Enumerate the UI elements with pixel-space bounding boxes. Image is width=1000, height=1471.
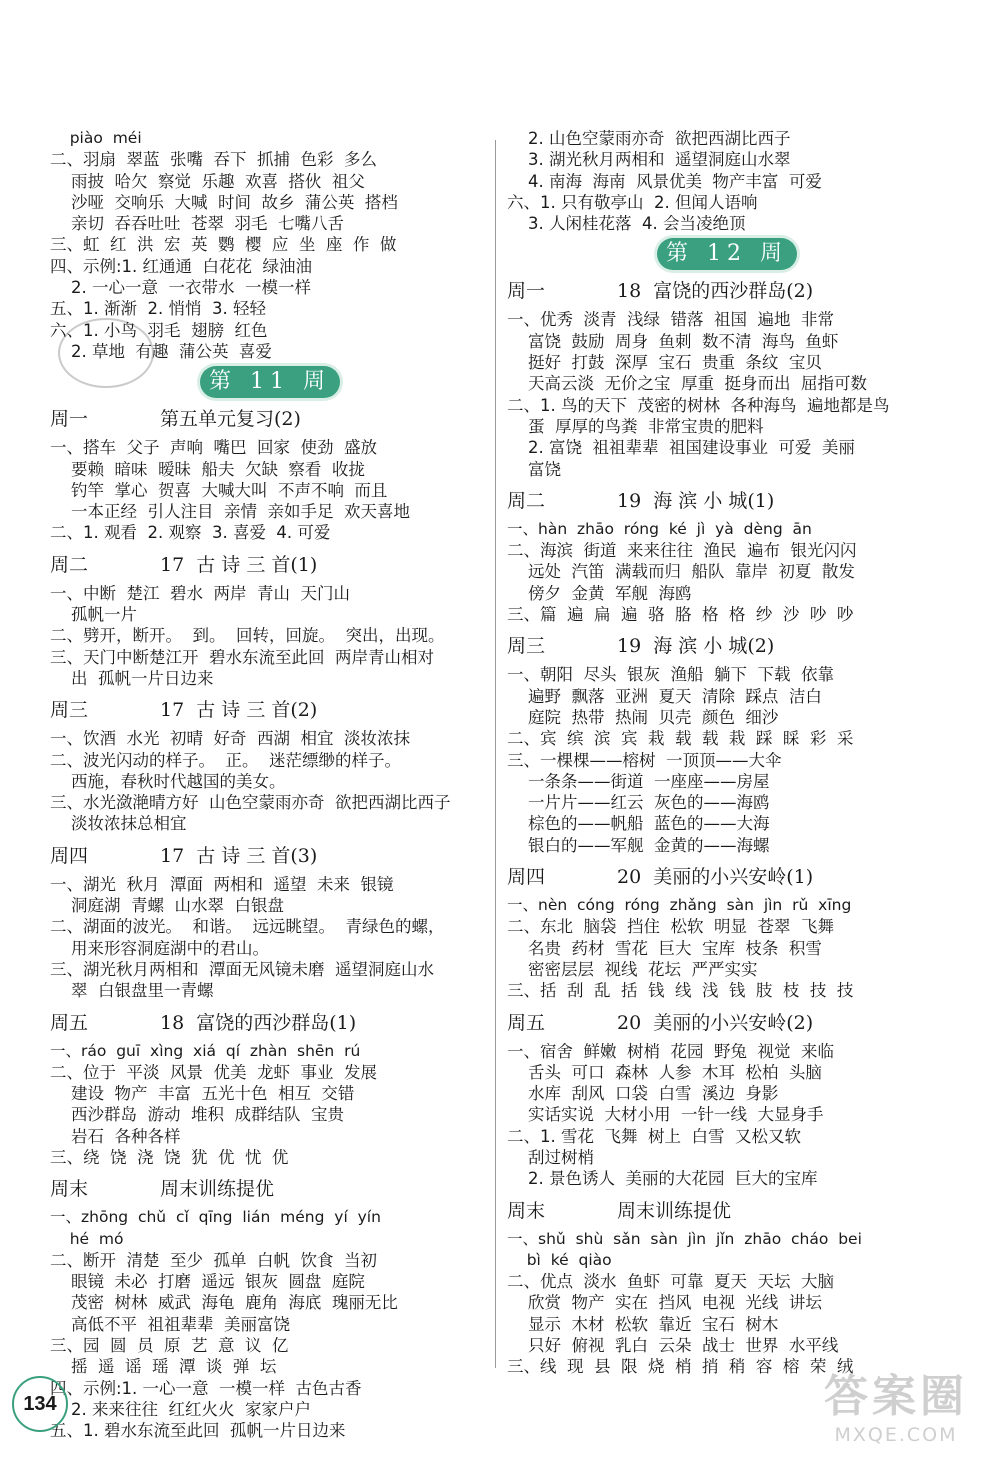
answer-line: 名贵 药材 雪花 巨大 宝库 枝条 积雪 <box>507 938 822 958</box>
section-header <box>50 552 490 578</box>
section-day: 周四 <box>507 866 546 889</box>
answer-line: 用来形容洞庭湖中的君山。 <box>50 938 269 958</box>
answer-line: 西沙群岛 游动 堆积 成群结队 宝贵 <box>50 1105 344 1125</box>
pinyin-line: 一、ráo guī xìng xiá qí zhàn shēn rú <box>50 1041 361 1060</box>
answer-line: 2. 山色空蒙雨亦奇 欲把西湖比西子 <box>507 129 791 148</box>
week-banner: 第 11 周 <box>200 366 340 398</box>
section-title: 20 美丽的小兴安岭(2) <box>617 1011 814 1034</box>
section-header <box>507 633 947 659</box>
section-day: 周末 <box>50 1178 89 1201</box>
answer-line: 六、1. 小鸟 羽毛 翅膀 红色 <box>50 320 268 340</box>
logo-url: MXQE.COM <box>834 1424 958 1446</box>
answer-line: 密密层层 视线 花坛 严严实实 <box>507 959 758 979</box>
section-header <box>50 1176 490 1202</box>
pinyin-line: 一、shǔ shù sǎn sàn jìn jǐn zhāo cháo bei <box>507 1229 862 1248</box>
answer-line: 挺好 打鼓 深厚 宝石 贵重 条纹 宝贝 <box>507 353 822 373</box>
answer-line: 一片片——红云 灰色的——海鸥 <box>507 793 770 813</box>
answer-line: 舌头 可口 森林 人参 木耳 松柏 头脑 <box>507 1062 822 1082</box>
answer-line: 二、位于 平淡 风景 优美 龙虾 事业 发展 <box>50 1062 377 1082</box>
answer-line: 蛋 厚厚的鸟粪 非常宝贵的肥料 <box>507 416 764 436</box>
section-title: 18 富饶的西沙群岛(1) <box>160 1011 357 1034</box>
answer-line: 一、搭车 父子 声响 嘴巴 回家 使劲 盛放 <box>50 438 377 458</box>
answer-line: 翠 白银盘里一青螺 <box>50 981 214 1001</box>
watermark-logo <box>808 1370 984 1464</box>
answer-line: 银白的——军舰 金黄的——海螺 <box>507 835 770 855</box>
answer-line: 二、1. 鸟的天下 茂密的树林 各种海鸟 遍地都是鸟 <box>507 395 890 415</box>
answer-line: 富饶 <box>507 459 561 479</box>
answer-line: 五、1. 碧水东流至此回 孤帆一片日边来 <box>50 1421 346 1441</box>
answer-line: 3. 人闲桂花落 4. 会当凌绝顶 <box>507 214 746 234</box>
answer-line: 三、天门中断楚江开 碧水东流至此回 两岸青山相对 <box>50 647 434 667</box>
answer-line: 4. 南海 海南 风景优美 物产丰富 可爱 <box>507 171 822 191</box>
answer-line: 一、宿舍 鲜嫩 树梢 花园 野兔 视觉 来临 <box>507 1041 834 1061</box>
answer-line: 亲切 吞吞吐吐 苍翠 羽毛 七嘴八舌 <box>50 214 344 234</box>
week-banner: 第 12 周 <box>657 238 797 270</box>
column-divider <box>495 140 496 1368</box>
answer-line: 2. 草地 有趣 蒲公英 喜爱 <box>50 341 272 361</box>
answer-line: 显示 木材 松软 靠近 宝石 树木 <box>507 1314 779 1334</box>
answer-line: 二、优点 淡水 鱼虾 可靠 夏天 天坛 大脑 <box>507 1272 834 1292</box>
answer-line: 三、园 圆 员 原 艺 意 议 亿 <box>50 1336 289 1356</box>
answer-line: 二、劈开，断开。 到。 回转，回旋。 突出，出现。 <box>50 626 445 646</box>
section-header <box>50 1010 490 1036</box>
answer-line: 四、示例:1. 一心一意 一模一样 古色古香 <box>50 1378 362 1398</box>
section-header <box>507 1198 947 1224</box>
answer-line: 2. 景色诱人 美丽的大花园 巨大的宝库 <box>507 1169 818 1189</box>
section-header <box>507 278 947 304</box>
answer-line: 眼镜 未必 打磨 遥远 银灰 圆盘 庭院 <box>50 1272 365 1292</box>
answer-line: 2. 来来往往 红红火火 家家户户 <box>50 1399 311 1419</box>
answer-line: 一、中断 楚江 碧水 两岸 青山 天门山 <box>50 583 350 603</box>
pinyin-line: hé mó <box>50 1229 124 1248</box>
section-title: 17 古 诗 三 首(1) <box>160 553 318 576</box>
section-day: 周末 <box>507 1199 546 1222</box>
pinyin-line: 一、zhōng chǔ cǐ qīng lián méng yí yín <box>50 1208 381 1227</box>
answer-line: 3. 湖光秋月两相和 遥望洞庭山水翠 <box>507 150 791 170</box>
answer-line: 二、波光闪动的样子。 正。 迷茫缥缈的样子。 <box>50 750 401 770</box>
answer-line: 二、断开 清楚 至少 孤单 白帆 饮食 当初 <box>50 1250 377 1270</box>
answer-line: 一、优秀 淡青 浅绿 错落 祖国 遍地 非常 <box>507 310 834 330</box>
answer-line: 一、朝阳 尽头 银灰 渔船 躺下 下载 依靠 <box>507 665 834 685</box>
answer-line: 孤帆一片 <box>50 605 137 625</box>
answer-line: 建设 物产 丰富 五光十色 相互 交错 <box>50 1084 355 1104</box>
left-column <box>50 128 490 1442</box>
answer-line: 一条条——街道 一座座——房屋 <box>507 771 770 791</box>
answer-line: 三、虹 红 洪 宏 英 鹦 樱 应 坐 座 作 做 <box>50 235 397 255</box>
logo-text: 答案圈 <box>824 1371 968 1422</box>
section-title: 18 富饶的西沙群岛(2) <box>617 280 814 303</box>
answer-line: 2. 富饶 祖祖辈辈 祖国建设事业 可爱 美丽 <box>507 438 855 458</box>
answer-line: 遍野 飘落 亚洲 夏天 清除 踩点 洁白 <box>507 686 822 706</box>
answer-line: 一、饮酒 水光 初晴 好奇 西湖 相宜 淡妆浓抹 <box>50 729 410 749</box>
answer-line: 四、示例:1. 红通通 白花花 绿油油 <box>50 256 313 276</box>
section-header <box>507 864 947 890</box>
pinyin-line: 一、nèn cóng róng zhǎng sàn jìn rǔ xīng <box>507 896 852 915</box>
answer-line: 雨披 哈欠 察觉 乐趣 欢喜 搭伙 祖父 <box>50 171 365 191</box>
answer-line: 欣赏 物产 实在 挡风 电视 光线 讲坛 <box>507 1293 822 1313</box>
answer-line: 岩石 各种各样 <box>50 1126 181 1146</box>
section-day: 周一 <box>507 280 546 303</box>
pinyin-line: 一、hàn zhāo róng ké jì yà dèng ān <box>507 519 812 538</box>
section-day: 周四 <box>50 844 89 867</box>
section-title: 周末训练提优 <box>160 1178 275 1201</box>
answer-line: 高低不平 祖祖辈辈 美丽富饶 <box>50 1314 290 1334</box>
answer-line: 钓竿 掌心 贺喜 大喊大叫 不声不响 而且 <box>50 480 388 500</box>
section-day: 周二 <box>50 553 89 576</box>
answer-line: 要赖 暗味 暧昧 船夫 欠缺 察看 收拢 <box>50 459 365 479</box>
answer-line: 茂密 树林 威武 海龟 鹿角 海底 瑰丽无比 <box>50 1293 398 1313</box>
answer-line: 沙哑 交响乐 大喊 时间 故乡 蒲公英 搭档 <box>50 192 398 212</box>
section-day: 周二 <box>507 489 546 512</box>
answer-line: 远处 汽笛 满载而归 船队 靠岸 初夏 散发 <box>507 562 855 582</box>
section-day: 周一 <box>50 408 89 431</box>
answer-line: 二、东北 脑袋 挡住 松软 明显 苍翠 飞舞 <box>507 917 834 937</box>
answer-line: 二、海滨 街道 来来往往 渔民 遍布 银光闪闪 <box>507 541 857 561</box>
answer-line: 刮过树梢 <box>507 1147 594 1167</box>
section-title: 17 古 诗 三 首(2) <box>160 699 318 722</box>
section-title: 周末训练提优 <box>617 1199 732 1222</box>
answer-line: 一本正经 引人注目 亲情 亲如手足 欢天喜地 <box>50 502 410 522</box>
answer-line: 棕色的——帆船 蓝色的——大海 <box>507 814 770 834</box>
pinyin-line: bì ké qiào <box>507 1250 612 1269</box>
section-header <box>50 406 490 432</box>
section-header <box>50 697 490 723</box>
section-header <box>507 488 947 514</box>
section-header <box>507 1010 947 1036</box>
right-column <box>507 128 947 1378</box>
answer-line: 二、羽扇 翠蓝 张嘴 吞下 抓捕 色彩 多么 <box>50 150 377 170</box>
answer-line: 一、湖光 秋月 潭面 两相和 遥望 未来 银镜 <box>50 874 394 894</box>
pinyin-line: piào méi <box>50 129 142 147</box>
section-title: 20 美丽的小兴安岭(1) <box>617 866 814 889</box>
section-title: 19 海 滨 小 城(1) <box>617 489 775 512</box>
section-title: 19 海 滨 小 城(2) <box>617 635 775 658</box>
section-day: 周五 <box>50 1011 89 1034</box>
section-day: 周三 <box>50 699 89 722</box>
answer-line: 三、括 刮 乱 括 钱 线 浅 钱 肢 枝 技 技 <box>507 981 854 1001</box>
answer-line: 只好 俯视 乳白 云朵 战士 世界 水平线 <box>507 1336 839 1356</box>
section-header <box>50 843 490 869</box>
answer-line: 三、绕 饶 浇 饶 犹 优 忧 优 <box>50 1147 289 1167</box>
answer-line: 三、湖光秋月两相和 潭面无风镜未磨 遥望洞庭山水 <box>50 959 434 979</box>
section-title: 17 古 诗 三 首(3) <box>160 844 318 867</box>
answer-line: 三、水光潋滟晴方好 山色空蒙雨亦奇 欲把西湖比西子 <box>50 793 451 813</box>
answer-line: 2. 一心一意 一衣带水 一模一样 <box>50 278 311 298</box>
answer-line: 淡妆浓抹总相宜 <box>50 814 187 834</box>
answer-line: 三、线 现 县 限 烧 梢 捎 稍 容 榕 荣 绒 <box>507 1357 854 1377</box>
section-day: 周五 <box>507 1011 546 1034</box>
page-number: 134 <box>12 1376 68 1432</box>
answer-line: 五、1. 渐渐 2. 悄悄 3. 轻轻 <box>50 299 266 319</box>
answer-line: 二、1. 观看 2. 观察 3. 喜爱 4. 可爱 <box>50 523 331 543</box>
answer-line: 洞庭湖 青螺 山水翠 白银盘 <box>50 896 284 916</box>
answer-line: 实话实说 大材小用 一针一线 大显身手 <box>507 1105 824 1125</box>
answer-line: 三、篇 遍 扁 遍 骆 胳 格 格 纱 沙 吵 吵 <box>507 605 854 625</box>
answer-line: 富饶 鼓励 周身 鱼刺 数不清 海鸟 鱼虾 <box>507 331 839 351</box>
answer-line: 西施，春秋时代越国的美女。 <box>50 771 286 791</box>
answer-line: 摇 遥 谣 瑶 潭 谈 弹 坛 <box>50 1357 277 1377</box>
answer-line: 傍夕 金黄 军舰 海鸥 <box>507 583 692 603</box>
answer-line: 天高云淡 无价之宝 厚重 挺身而出 屈指可数 <box>507 374 867 394</box>
answer-line: 出 孤帆一片日边来 <box>50 668 214 688</box>
answer-line: 二、宾 缤 滨 宾 栽 载 载 栽 踩 睬 彩 采 <box>507 729 854 749</box>
answer-line: 三、一棵棵——榕树 一顶顶——大伞 <box>507 750 782 770</box>
section-title: 第五单元复习(2) <box>160 408 301 431</box>
answer-line: 庭院 热带 热闹 贝壳 颜色 细沙 <box>507 707 779 727</box>
answer-line: 二、湖面的波光。 和谐。 远远眺望。 青绿色的螺， <box>50 917 445 937</box>
answer-line: 六、1. 只有敬亭山 2. 但闻人语响 <box>507 192 758 212</box>
answer-line: 二、1. 雪花 飞舞 树上 白雪 又松又软 <box>507 1126 801 1146</box>
section-day: 周三 <box>507 635 546 658</box>
answer-line: 水库 刮风 口袋 白雪 溪边 身影 <box>507 1084 779 1104</box>
